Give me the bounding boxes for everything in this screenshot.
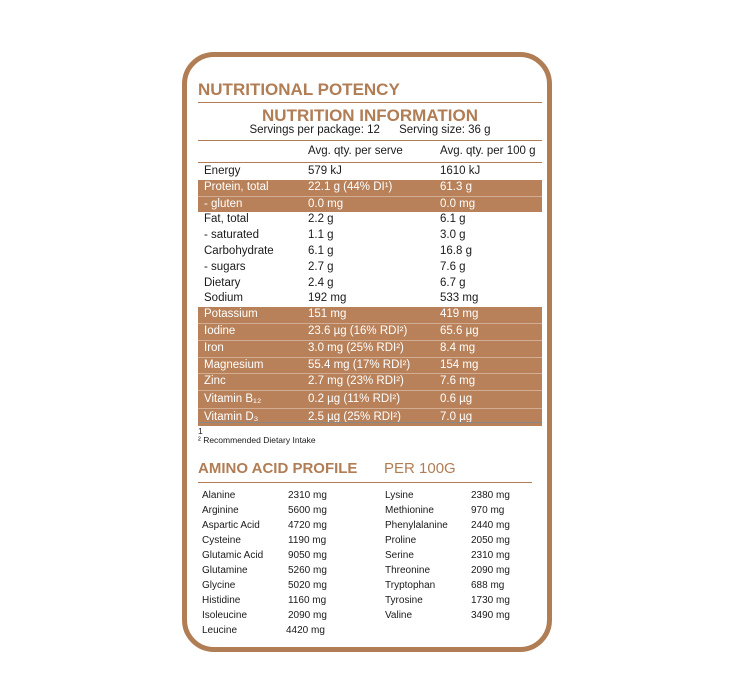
- amino-name: Aspartic Acid: [202, 520, 260, 531]
- amino-title: AMINO ACID PROFILE: [198, 460, 358, 477]
- qty-per-100g: 6.1 g: [440, 213, 466, 226]
- qty-per-serve: 0.2 µg (11% RDI²): [308, 393, 401, 406]
- amino-row: [385, 533, 535, 548]
- amino-value: 5600 mg: [288, 505, 327, 516]
- nutrient-name: Protein, total: [204, 180, 269, 193]
- amino-name: Methionine: [385, 505, 434, 516]
- amino-name: Lysine: [385, 490, 414, 501]
- amino-name: Proline: [385, 535, 417, 546]
- servings-per-package: Servings per package: 12: [249, 124, 380, 136]
- col-header-100g: Avg. qty. per 100 g: [440, 145, 536, 157]
- qty-per-serve: 151 mg: [308, 308, 347, 321]
- nutrition-row: [198, 164, 542, 180]
- amino-name: Serine: [385, 550, 414, 561]
- amino-row: [202, 593, 352, 608]
- amino-name: Cysteine: [202, 535, 241, 546]
- amino-name: Threonine: [385, 565, 431, 576]
- qty-per-serve: 0.0 mg: [308, 197, 344, 210]
- nutrient-name: - saturated: [204, 229, 259, 242]
- nutrition-row: [198, 291, 542, 307]
- qty-per-serve: 192 mg: [308, 292, 347, 305]
- amino-subtitle: PER 100G: [384, 460, 456, 477]
- amino-name: Valine: [385, 610, 413, 621]
- servings-rule: [198, 140, 542, 141]
- table-end-rule: [198, 422, 542, 423]
- amino-value: 2090 mg: [471, 565, 510, 576]
- amino-value: 2380 mg: [471, 490, 510, 501]
- amino-value: 1160 mg: [288, 595, 327, 606]
- amino-name: Glutamic Acid: [202, 550, 264, 561]
- qty-per-100g: 6.7 g: [440, 276, 466, 289]
- nutrient-name: - sugars: [204, 260, 246, 273]
- qty-per-serve: 1.1 g: [308, 229, 334, 242]
- amino-value: 5260 mg: [288, 565, 327, 576]
- nutrient-name: Carbohydrate: [204, 244, 274, 257]
- amino-name: Histidine: [202, 595, 241, 606]
- amino-row: [202, 578, 352, 593]
- amino-row: [202, 608, 352, 623]
- amino-name: Arginine: [202, 505, 239, 516]
- nutrient-name: Vitamin D₃: [204, 411, 259, 424]
- amino-row: [202, 518, 352, 533]
- nutrition-row: [198, 228, 542, 244]
- amino-value: 688 mg: [471, 580, 505, 591]
- amino-row: [385, 548, 535, 563]
- amino-name: Tyrosine: [385, 595, 423, 606]
- qty-per-100g: 1610 kJ: [440, 165, 481, 177]
- qty-per-serve: 6.1 g: [308, 244, 334, 257]
- amino-row: [385, 503, 535, 518]
- qty-per-serve: 579 kJ: [308, 165, 342, 177]
- nutrition-row: [198, 323, 542, 340]
- amino-row: [202, 623, 352, 638]
- amino-row: [385, 593, 535, 608]
- amino-list-right: [385, 488, 535, 623]
- amino-name: Tryptophan: [385, 580, 436, 591]
- qty-per-100g: 533 mg: [440, 292, 479, 305]
- nutrition-row: [198, 357, 542, 374]
- amino-row: [385, 518, 535, 533]
- nutrition-title: NUTRITION INFORMATION: [262, 106, 478, 125]
- nutrient-name: Vitamin B₁₂: [204, 393, 262, 406]
- nutrition-row: [198, 390, 542, 408]
- amino-value: 970 mg: [471, 505, 505, 516]
- amino-row: [202, 548, 352, 563]
- col-header-serve: Avg. qty. per serve: [308, 145, 403, 157]
- nutrition-table: [198, 164, 542, 426]
- amino-value: 2310 mg: [288, 490, 327, 501]
- nutrient-name: Magnesium: [204, 358, 264, 371]
- amino-value: 3490 mg: [471, 610, 510, 621]
- nutrient-name: Fat, total: [204, 213, 249, 226]
- amino-value: 4420 mg: [286, 625, 325, 636]
- qty-per-100g: 8.4 mg: [440, 341, 476, 354]
- qty-per-serve: 2.2 g: [308, 213, 334, 226]
- amino-row: [202, 488, 352, 503]
- qty-per-100g: 7.6 g: [440, 260, 466, 273]
- qty-per-100g: 0.0 mg: [440, 197, 476, 210]
- amino-value: 2310 mg: [471, 550, 510, 561]
- nutrition-row: [198, 212, 542, 228]
- nutrition-row: [198, 340, 542, 357]
- amino-row: [385, 563, 535, 578]
- qty-per-100g: 65.6 µg: [440, 324, 479, 337]
- amino-name: Isoleucine: [202, 610, 248, 621]
- amino-rule: [198, 482, 532, 483]
- nutrient-name: Dietary: [204, 276, 241, 289]
- amino-row: [385, 578, 535, 593]
- amino-list-left: [202, 488, 352, 638]
- qty-per-100g: 3.0 g: [440, 229, 466, 242]
- amino-row: [385, 608, 535, 623]
- amino-value: 4720 mg: [288, 520, 327, 531]
- qty-per-100g: 7.6 mg: [440, 375, 476, 388]
- qty-per-serve: 22.1 g (44% DI¹): [308, 180, 393, 193]
- section-rule: [198, 102, 542, 103]
- amino-value: 1730 mg: [471, 595, 510, 606]
- amino-name: Phenylalanine: [385, 520, 448, 531]
- nutrition-row: [198, 373, 542, 390]
- qty-per-100g: 7.0 µg: [440, 411, 473, 424]
- amino-row: [202, 533, 352, 548]
- qty-per-serve: 23.6 µg (16% RDI²): [308, 324, 408, 337]
- nutrition-row: [198, 408, 542, 426]
- amino-row: [202, 503, 352, 518]
- nutrient-name: Iron: [204, 341, 224, 354]
- nutrient-name: - gluten: [204, 197, 243, 210]
- nutrition-row: [198, 244, 542, 260]
- servings-line: [198, 124, 542, 136]
- nutrient-name: Sodium: [204, 292, 243, 305]
- serving-size: Serving size: 36 g: [399, 124, 491, 136]
- nutrition-row: [198, 260, 542, 276]
- qty-per-100g: 16.8 g: [440, 244, 472, 257]
- qty-per-serve: 55.4 mg (17% RDI²): [308, 358, 411, 371]
- nutrient-name: Energy: [204, 165, 241, 177]
- amino-row: [385, 488, 535, 503]
- amino-value: 1190 mg: [288, 535, 327, 546]
- amino-value: 5020 mg: [288, 580, 327, 591]
- qty-per-serve: 2.4 g: [308, 276, 334, 289]
- nutrition-row: [198, 307, 542, 323]
- amino-name: Glutamine: [202, 565, 248, 576]
- nutrient-name: Potassium: [204, 308, 258, 321]
- qty-per-serve: 3.0 mg (25% RDI²): [308, 341, 404, 354]
- footnote-1: 1: [198, 426, 203, 436]
- amino-name: Glycine: [202, 580, 236, 591]
- amino-value: 2440 mg: [471, 520, 510, 531]
- footnote-2: ² Recommended Dietary Intake: [198, 435, 316, 445]
- qty-per-serve: 2.5 µg (25% RDI²): [308, 411, 401, 424]
- amino-row: [202, 563, 352, 578]
- qty-per-serve: 2.7 mg (23% RDI²): [308, 375, 404, 388]
- nutrition-row: [198, 196, 542, 213]
- amino-value: 2050 mg: [471, 535, 510, 546]
- qty-per-100g: 61.3 g: [440, 180, 472, 193]
- nutrient-name: Zinc: [204, 375, 226, 388]
- section-title: NUTRITIONAL POTENCY: [198, 80, 400, 99]
- nutrient-name: Iodine: [204, 324, 236, 337]
- amino-name: Leucine: [202, 625, 238, 636]
- qty-per-100g: 419 mg: [440, 308, 479, 321]
- header-rule: [198, 162, 542, 163]
- nutrition-row: [198, 276, 542, 292]
- nutrition-row: [198, 180, 542, 196]
- qty-per-100g: 154 mg: [440, 358, 479, 371]
- amino-name: Alanine: [202, 490, 236, 501]
- amino-value: 2090 mg: [288, 610, 327, 621]
- qty-per-serve: 2.7 g: [308, 260, 334, 273]
- amino-value: 9050 mg: [288, 550, 327, 561]
- qty-per-100g: 0.6 µg: [440, 393, 473, 406]
